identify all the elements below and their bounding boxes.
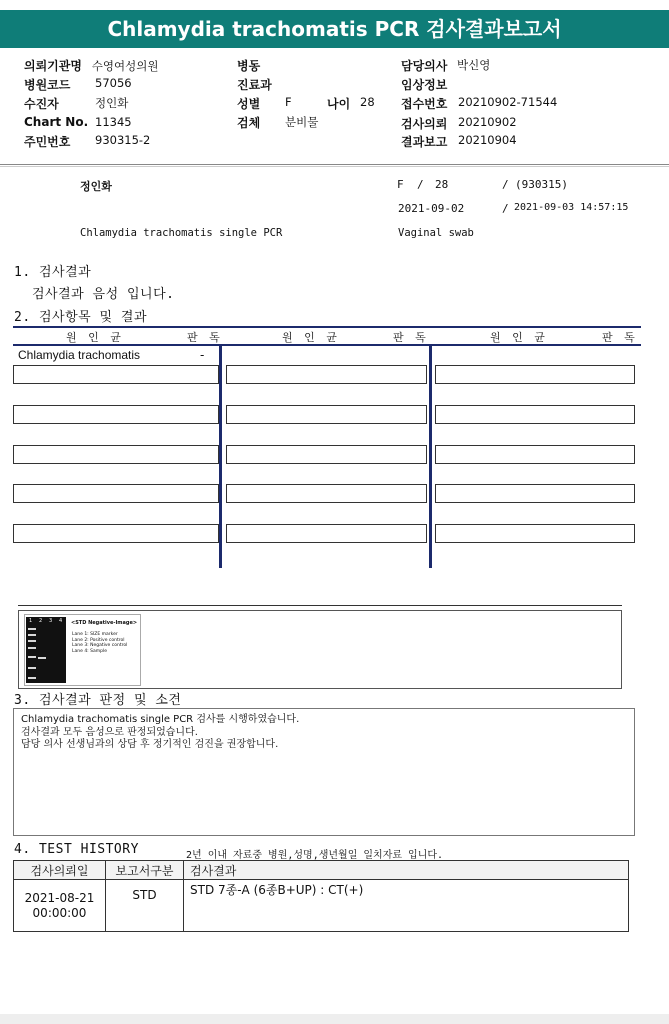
gel-lane-4: 4 (59, 618, 63, 624)
gel-band (38, 657, 46, 659)
specimen-value: 분비물 (285, 115, 319, 129)
opinion-line: 검사결과 모두 음성으로 판정되었습니다. (21, 726, 198, 738)
result-cell (13, 484, 219, 503)
history-row-date-time: 00:00:00 (32, 905, 87, 920)
result-cell (13, 405, 219, 424)
result-cell (435, 365, 635, 384)
patient-test-name: Chlamydia trachomatis single PCR (80, 227, 283, 239)
gel-caption-line: Lane 3: Negative control (72, 643, 128, 648)
ward-label: 병동 (237, 59, 261, 73)
chart-label: Chart No. (24, 115, 89, 129)
history-row-type: STD (106, 880, 184, 932)
id-value: 930315-2 (95, 133, 151, 147)
result-cell (226, 365, 427, 384)
result-cell (435, 405, 635, 424)
history-table (13, 860, 629, 932)
institution-value: 수영여성의원 (91, 59, 159, 73)
col-pathogen-1: 원 인 균 (66, 331, 125, 344)
chart-value: 11345 (95, 115, 132, 129)
result-cell (226, 484, 427, 503)
history-note: 2년 이내 자료중 병원,성명,생년월일 일치자료 입니다. (186, 850, 444, 861)
hospital-code-label: 병원코드 (24, 78, 71, 92)
result-cell (13, 445, 219, 464)
patient-date-2: 2021-09-03 14:57:15 (514, 202, 629, 213)
results-column-divider-1 (219, 344, 222, 568)
col-pathogen-3: 원 인 균 (490, 331, 549, 344)
institution-row (24, 57, 158, 74)
gel-band (28, 677, 36, 679)
results-column-divider-2 (429, 344, 432, 568)
result-cell (226, 445, 427, 464)
receipt-value: 20210902-71544 (458, 95, 558, 109)
patient-slash-1: / (417, 178, 424, 191)
gel-caption-title: <STD Negative-Image> (71, 620, 138, 626)
section-1-heading: 1. 검사결과 (14, 265, 92, 280)
sex-label: 성별 (237, 97, 261, 111)
result-row-1-pathogen: Chlamydia trachomatis (18, 348, 141, 362)
result-cell (13, 365, 219, 384)
history-row (14, 880, 629, 932)
opinion-line: Chlamydia trachomatis single PCR 검사를 시행하였습니다. (21, 714, 300, 725)
col-judgement-3: 판 독 (602, 331, 639, 344)
gel-band (28, 634, 36, 636)
opinion-text (21, 714, 299, 752)
history-row-result: STD 7종-A (6종B+UP) : CT(+) (184, 880, 629, 932)
dept-label: 진료과 (237, 78, 272, 92)
specimen-label: 검체 (237, 116, 261, 130)
request-label: 검사의뢰 (401, 117, 448, 131)
gel-caption (72, 632, 127, 654)
patient-age: 28 (435, 178, 449, 191)
gel-lane-3: 3 (49, 618, 53, 624)
patient-slash-3: / (502, 202, 509, 215)
patient-slash-2: / (502, 178, 509, 191)
institution-label: 의뢰기관명 (24, 59, 82, 73)
section-1-result: 검사결과 음성 입니다. (32, 287, 175, 302)
gel-lane-2: 2 (39, 618, 43, 624)
gel-caption-line: Lane 2: Positive control (72, 637, 125, 643)
header-divider (0, 164, 669, 165)
id-label: 주민번호 (24, 135, 71, 149)
col-pathogen-2: 원 인 균 (282, 331, 341, 344)
result-cell (435, 524, 635, 543)
doctor-label: 담당의사 (401, 59, 448, 73)
history-col-result: 검사결과 (184, 861, 629, 880)
history-row-date-day: 2021-08-21 (24, 890, 95, 905)
patient-specimen: Vaginal swab (398, 227, 474, 239)
gel-caption-line: Lane 4: Sample (72, 648, 107, 654)
gel-band (28, 656, 36, 658)
gel-band (28, 667, 36, 669)
section-4-heading: 4. TEST HISTORY (14, 842, 139, 857)
report-date-label: 결과보고 (401, 135, 448, 149)
col-judgement-1: 판 독 (187, 331, 224, 344)
report-date-value: 20210904 (458, 133, 517, 147)
history-col-date: 검사의뢰일 (14, 861, 106, 880)
header-divider-shadow (0, 166, 669, 167)
report-title: Chlamydia trachomatis PCR 검사결과보고서 (0, 10, 669, 48)
result-cell (226, 524, 427, 543)
doctor-value: 박신영 (457, 58, 491, 72)
gel-lane-1: 1 (29, 618, 33, 624)
request-value: 20210902 (458, 115, 517, 129)
section-3-heading: 3. 검사결과 판정 및 소견 (14, 693, 182, 708)
gel-photo (26, 617, 66, 683)
patient-name: 정인화 (80, 180, 112, 193)
examinee-label: 수진자 (24, 97, 59, 111)
patient-sex: F (397, 178, 404, 191)
history-row-date (14, 880, 106, 932)
gel-caption-line: Lane 1: SIZE marker (72, 632, 118, 637)
gel-top-line (18, 605, 622, 606)
age-label: 나이 (327, 97, 351, 111)
age-value: 28 (360, 95, 375, 109)
patient-date-1: 2021-09-02 (398, 202, 465, 215)
section-2-heading: 2. 검사항목 및 결과 (14, 310, 148, 325)
history-col-type: 보고서구분 (106, 861, 184, 880)
hospital-code-value: 57056 (95, 76, 132, 90)
sex-value: F (285, 95, 292, 109)
result-cell (226, 405, 427, 424)
col-judgement-2: 판 독 (393, 331, 430, 344)
result-cell (435, 484, 635, 503)
clinical-label: 임상정보 (401, 78, 448, 92)
receipt-label: 접수번호 (401, 97, 448, 111)
page-footer-strip (0, 1014, 669, 1024)
examinee-value: 정인화 (95, 96, 129, 110)
patient-id: (930315) (515, 178, 568, 191)
gel-band (28, 628, 36, 630)
result-row-1-judgement: - (200, 348, 205, 362)
results-table-top-border (13, 326, 641, 328)
opinion-line: 담당 의사 선생님과의 상담 후 정기적인 검진을 권장합니다. (21, 739, 279, 750)
gel-band (28, 640, 36, 642)
gel-band (28, 647, 36, 649)
history-header-row (14, 861, 629, 880)
result-cell (435, 445, 635, 464)
results-table-header-border (13, 344, 641, 346)
result-cell (13, 524, 219, 543)
